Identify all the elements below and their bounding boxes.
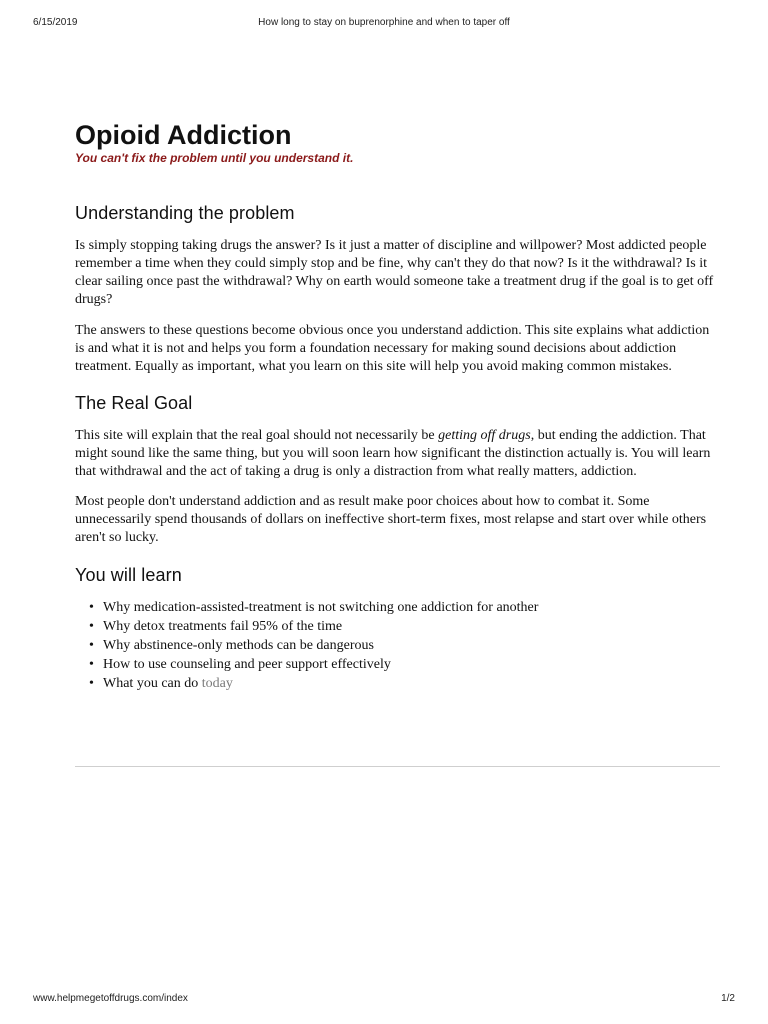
real-goal-emphasis: getting off drugs — [438, 428, 531, 443]
list-item-text: What you can do — [103, 676, 202, 691]
paragraph-understanding-1: Is simply stopping taking drugs the answer? Is it just a matter of discipline and willpower? Most addicted people remember a time when they could simply stop and be fine, why can't they do that now? Is it the withdrawal? Is it clear sailing once past the withdrawal? Why on earth would someone take a treatment drug if the goal is to get off drugs? — [75, 238, 714, 307]
list-item: • Why abstinence-only methods can be dangerous — [103, 636, 720, 655]
real-goal-text-before: This site will explain that the real goal should not necessarily be — [75, 428, 439, 443]
heading-understanding: Understanding the problem — [75, 203, 295, 223]
page-content — [75, 118, 720, 693]
site-tagline: You can't fix the problem until you understand it. — [75, 151, 354, 165]
print-url: www.helpmegetoffdrugs.com/index — [33, 993, 188, 1004]
list-item: • How to use counseling and peer support effectively — [103, 655, 720, 674]
paragraph-real-goal-1 — [75, 427, 720, 481]
print-date: 6/15/2019 — [33, 17, 78, 28]
page-number: 1/2 — [721, 993, 735, 1004]
list-item — [103, 674, 720, 693]
list-item: • Why medication-assisted-treatment is not switching one addiction for another — [103, 598, 720, 617]
list-item: • Why detox treatments fail 95% of the time — [103, 617, 720, 636]
real-goal-text-after: , but ending the addiction. That might sound like the same thing, but you will soon learn how significant the distinction actually is. You will learn that withdrawal and the act of taking a drug is only a distraction from what really matters, addiction. — [75, 428, 711, 479]
content-divider — [75, 766, 720, 767]
site-title: Opioid Addiction — [75, 120, 292, 150]
learn-list — [75, 598, 720, 693]
paragraph-real-goal-2: Most people don't understand addiction and as result make poor choices about how to combat it. Some unnecessarily spend thousands of dollars on ineffective short-term fixes, most relapse and start over while others aren't so lucky. — [75, 494, 707, 545]
paragraph-understanding-2: The answers to these questions become obvious once you understand addiction. This site explains what addiction is and what it is not and helps you form a foundation necessary for making sound decisions about addiction treatment. Equally as important, what you learn on this site will help you avoid making common mistakes. — [75, 323, 710, 374]
heading-you-will-learn: You will learn — [75, 565, 182, 585]
heading-real-goal: The Real Goal — [75, 393, 193, 413]
print-footer — [33, 993, 735, 1007]
today-link[interactable]: today — [201, 676, 233, 691]
print-document-title: How long to stay on buprenorphine and when to taper off — [258, 17, 510, 28]
print-header — [33, 17, 735, 31]
